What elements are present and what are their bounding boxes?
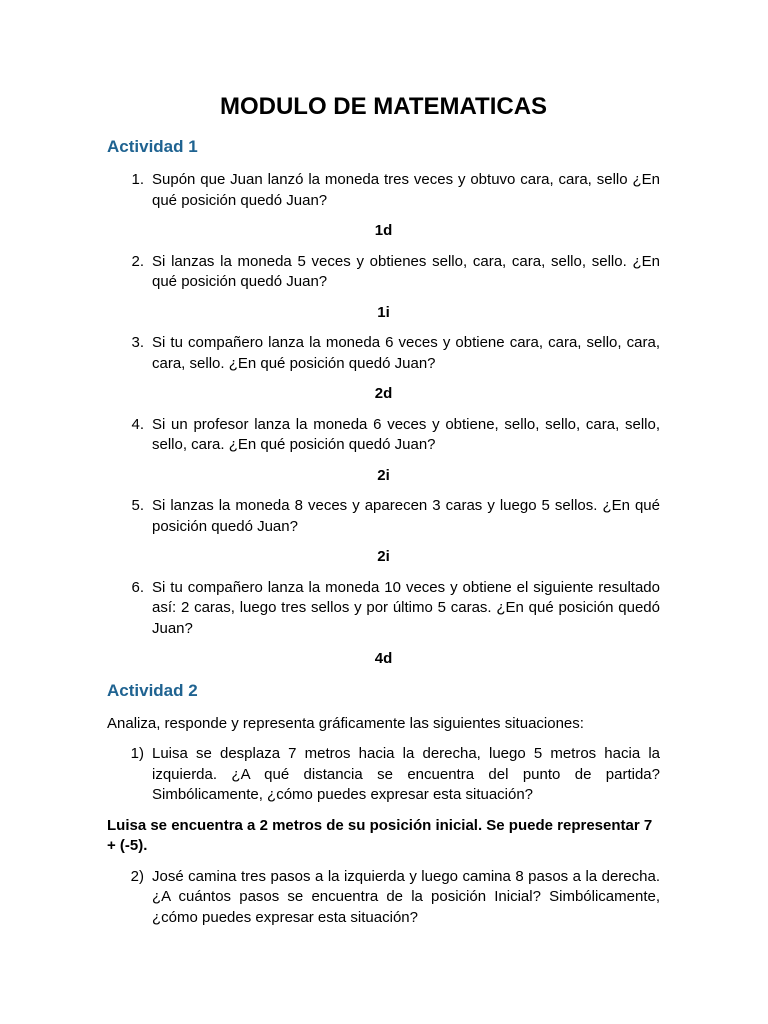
item-text: José camina tres pasos a la izquierda y luego camina 8 pasos a la derecha. ¿A cuántos pasos se encuentra de la posición Inicial? Simbólicamente, ¿cómo puedes expresar esta situación?: [152, 867, 660, 926]
item-number: 5.: [131, 497, 144, 514]
item-text: Si lanzas la moneda 8 veces y aparecen 3 caras y luego 5 sellos. ¿En qué posición quedó Juan?: [152, 497, 660, 535]
activity-1-answer-5: 2i: [377, 548, 390, 565]
activity-1-answer-3: 2d: [374, 385, 393, 402]
document-page: [107, 92, 660, 938]
activity-1-answer-1: 1d: [374, 222, 393, 239]
item-number: 6.: [131, 578, 144, 596]
activity-1-heading: Actividad 1: [107, 137, 198, 156]
item-text: Luisa se desplaza 7 metros hacia la derecha, luego 5 metros hacia la izquierda. ¿A qué distancia se encuentra del punto de partida? Simbólicamente, ¿cómo puedes expresar esta situación?: [152, 745, 660, 803]
item-number: 2.: [131, 252, 144, 270]
activity-1-item-5: [107, 496, 660, 537]
activity-1-item-2: [107, 252, 660, 293]
item-number: 2): [130, 867, 144, 885]
item-text: Si tu compañero lanza la moneda 10 veces y obtiene el siguiente resultado así: 2 caras, luego tres sellos y por último 5 caras. ¿En qué posición quedó Juan?: [152, 578, 660, 637]
activity-2-item-2: [107, 867, 660, 929]
activity-2-answer-1: Luisa se encuentra a 2 metros de su posición inicial. Se puede representar 7 + (-5).: [107, 816, 653, 854]
activity-2-heading: Actividad 2: [107, 680, 198, 700]
activity-1-answer-6: 4d: [374, 650, 393, 667]
item-number: 1.: [131, 171, 144, 188]
activity-1-item-6: [107, 578, 660, 640]
activity-2-item-1: [107, 744, 660, 806]
item-text: Si tu compañero lanza la moneda 6 veces y obtiene cara, cara, sello, cara, cara, sello. ¿En qué posición quedó Juan?: [152, 334, 660, 372]
activity-1-item-1: [107, 170, 660, 211]
item-text: Si un profesor lanza la moneda 6 veces y obtiene, sello, sello, cara, sello, sello, cara. ¿En qué posición quedó Juan?: [152, 415, 660, 453]
activity-1-item-3: [107, 333, 660, 374]
activity-1-item-4: [107, 415, 660, 456]
item-number: 3.: [131, 334, 144, 351]
item-text: Supón que Juan lanzó la moneda tres veces y obtuvo cara, cara, sello ¿En qué posición quedó Juan?: [152, 171, 660, 209]
activity-1-answer-2: 1i: [377, 303, 390, 321]
activity-2-intro: Analiza, responde y representa gráficamente las siguientes situaciones:: [107, 714, 584, 732]
item-number: 1): [130, 745, 144, 762]
activity-1-answer-4: 2i: [377, 466, 390, 484]
item-text: Si lanzas la moneda 5 veces y obtienes sello, cara, cara, sello, sello. ¿En qué posición quedó Juan?: [152, 252, 660, 290]
document-title: MODULO DE MATEMATICAS: [219, 93, 548, 120]
item-number: 4.: [131, 415, 144, 433]
